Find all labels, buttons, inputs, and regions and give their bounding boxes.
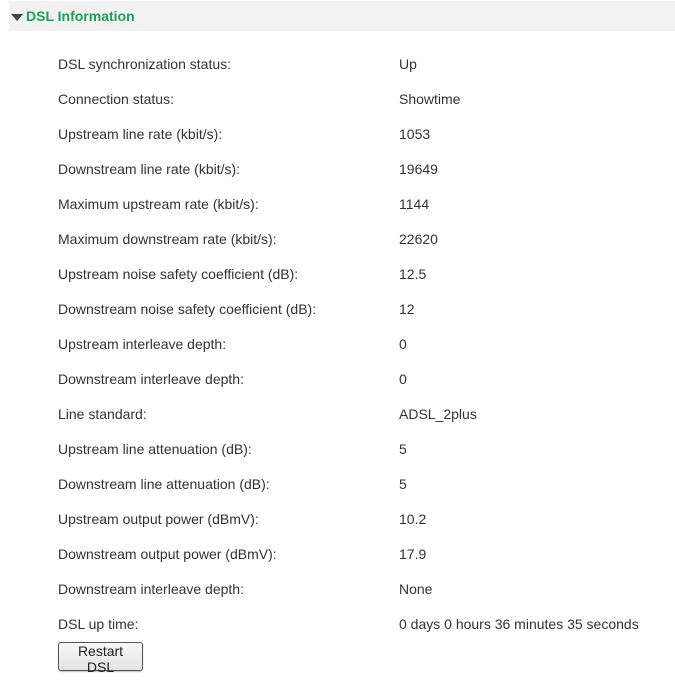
row-label: Maximum upstream rate (kbit/s): [58, 195, 259, 212]
caret-down-icon[interactable] [11, 14, 23, 21]
row-value: 12 [399, 300, 415, 317]
row-value: Showtime [399, 90, 461, 107]
row-label: Downstream noise safety coefficient (dB): [58, 300, 317, 317]
row-label: Upstream output power (dBmV): [58, 510, 259, 527]
row-label: Upstream line rate (kbit/s): [58, 125, 223, 142]
row-label: Downstream line rate (kbit/s): [58, 160, 241, 177]
info-row-sync-status [58, 46, 668, 81]
row-value: 5 [399, 440, 407, 457]
row-label: DSL synchronization status: [58, 55, 232, 72]
info-row-line-standard [58, 396, 668, 431]
info-row-upstream-attenuation [58, 431, 668, 466]
row-value: ADSL_2plus [399, 405, 477, 422]
info-row-upstream-noise-margin [58, 256, 668, 291]
row-label: Upstream interleave depth: [58, 335, 227, 352]
row-value: 10.2 [399, 510, 427, 527]
row-value: 12.5 [399, 265, 427, 282]
row-label: Downstream interleave depth: [58, 370, 244, 387]
row-label: Upstream noise safety coefficient (dB): [58, 265, 299, 282]
row-label: Upstream line attenuation (dB): [58, 440, 252, 457]
info-row-upstream-line-rate [58, 116, 668, 151]
section-title: DSL Information [26, 8, 135, 24]
row-label: Maximum downstream rate (kbit/s): [58, 230, 277, 247]
row-label: Line standard: [58, 405, 147, 422]
row-label: Downstream line attenuation (dB): [58, 475, 270, 492]
row-value: 1053 [399, 125, 431, 142]
dsl-information-header[interactable] [9, 1, 675, 31]
info-row-max-downstream-rate [58, 221, 668, 256]
info-row-max-upstream-rate [58, 186, 668, 221]
info-row-downstream-attenuation [58, 466, 668, 501]
row-label: Downstream output power (dBmV): [58, 545, 277, 562]
restart-dsl-button[interactable]: Restart DSL [58, 642, 143, 671]
row-value: 19649 [399, 160, 438, 177]
row-value: 0 [399, 335, 407, 352]
info-row-downstream-line-rate [58, 151, 668, 186]
info-row-dsl-up-time [58, 606, 668, 641]
row-value: 1144 [399, 195, 430, 212]
row-value: 17.9 [399, 545, 427, 562]
row-label: Downstream interleave depth: [58, 580, 244, 597]
row-label: Connection status: [58, 90, 174, 107]
info-row-upstream-interleave-depth [58, 326, 668, 361]
row-value: 0 [399, 370, 407, 387]
dsl-info-table [58, 46, 668, 641]
row-value: None [399, 580, 433, 597]
row-value: 5 [399, 475, 407, 492]
info-row-downstream-interleave-depth-2 [58, 571, 668, 606]
row-value: 0 days 0 hours 36 minutes 35 seconds [399, 615, 639, 632]
info-row-upstream-output-power [58, 501, 668, 536]
row-value: 22620 [399, 230, 438, 247]
row-value: Up [399, 55, 417, 72]
row-label: DSL up time: [58, 615, 139, 632]
info-row-downstream-interleave-depth [58, 361, 668, 396]
info-row-downstream-noise-margin [58, 291, 668, 326]
info-row-connection-status [58, 81, 668, 116]
info-row-downstream-output-power [58, 536, 668, 571]
